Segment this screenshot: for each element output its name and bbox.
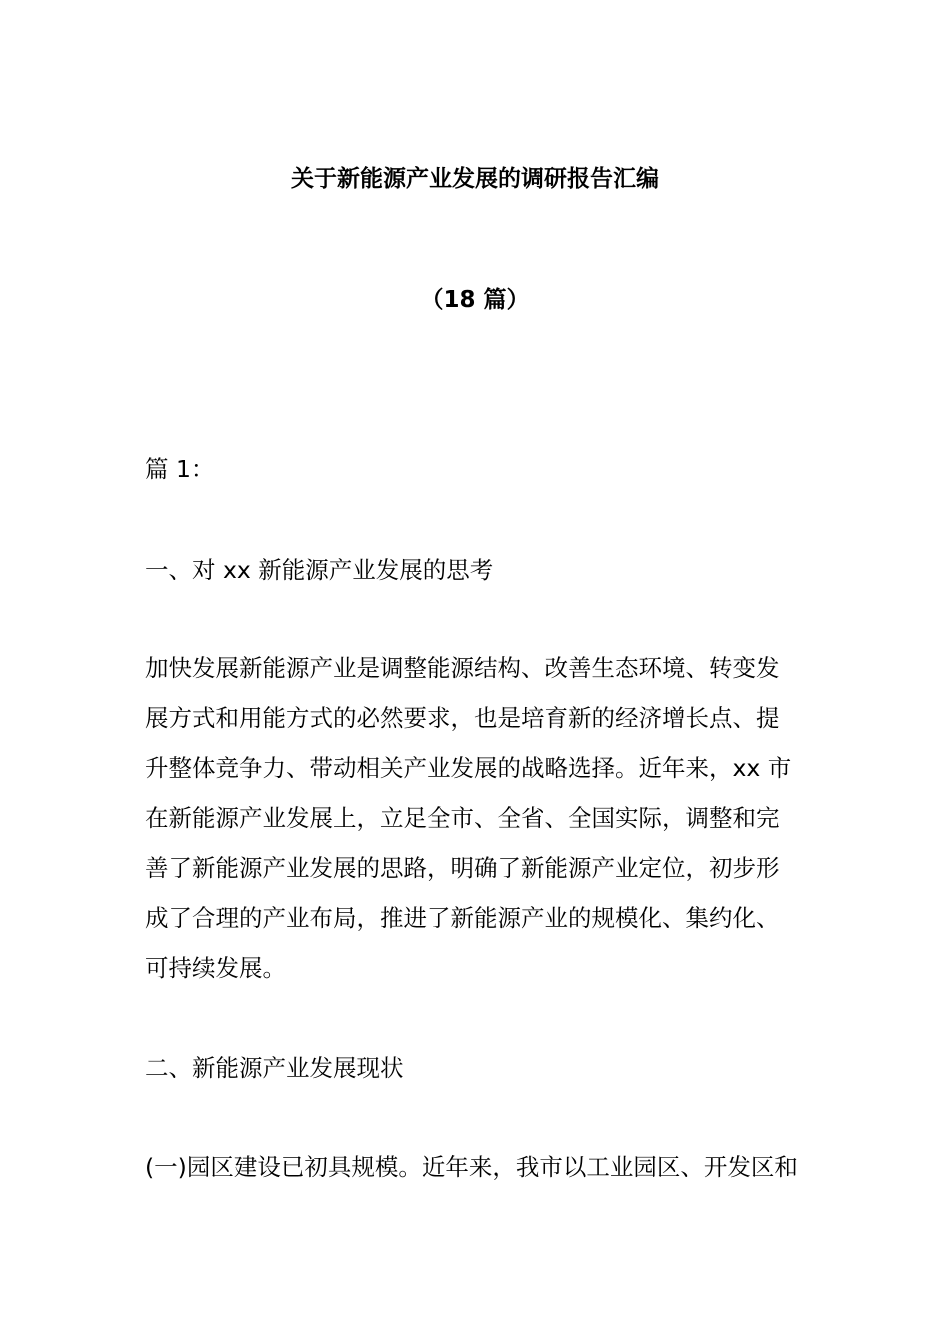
paragraph-line: (一)园区建设已初具规模。近年来，我市以工业园区、开发区和 xyxy=(145,1153,798,1181)
section-heading-2: 二、新能源产业发展现状 xyxy=(145,1054,404,1082)
paragraph-line: 可持续发展。 xyxy=(145,954,286,982)
paragraph-2 xyxy=(145,1142,809,1192)
document-subtitle: （18 篇） xyxy=(420,287,530,313)
paragraph-line: 升整体竞争力、带动相关产业发展的战略选择。近年来，xx 市 xyxy=(145,754,792,782)
paragraph-line: 在新能源产业发展上，立足全市、全省、全国实际，调整和完 xyxy=(145,804,780,832)
document-title: 关于新能源产业发展的调研报告汇编 xyxy=(291,166,659,192)
section-heading-1: 一、对 xx 新能源产业发展的思考 xyxy=(145,556,494,584)
paragraph-line: 善了新能源产业发展的思路，明确了新能源产业定位，初步形 xyxy=(145,854,780,882)
paragraph-1 xyxy=(145,643,809,993)
paragraph-line: 加快发展新能源产业是调整能源结构、改善生态环境、转变发 xyxy=(145,654,780,682)
chapter-label: 篇 1： xyxy=(145,455,215,483)
paragraph-line: 成了合理的产业布局，推进了新能源产业的规模化、集约化、 xyxy=(145,904,780,932)
paragraph-line: 展方式和用能方式的必然要求，也是培育新的经济增长点、提 xyxy=(145,704,780,732)
